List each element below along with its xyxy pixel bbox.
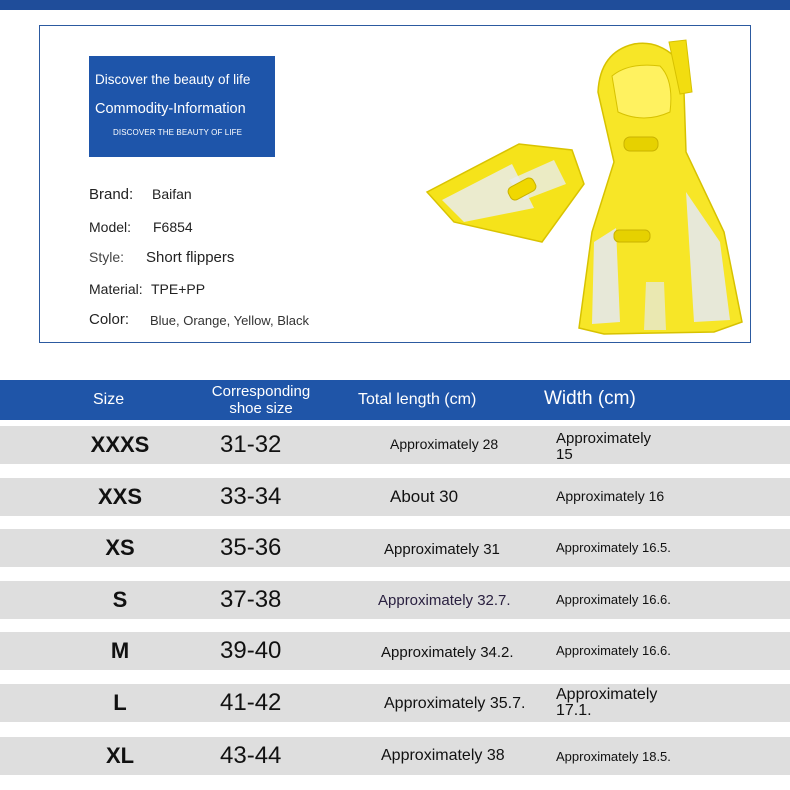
spec-material	[89, 281, 206, 297]
table-row	[0, 478, 790, 516]
width-cell: Approximately 16.6.	[556, 643, 671, 658]
front-fin	[579, 40, 742, 334]
header-width: Width (cm)	[544, 388, 636, 409]
shoe-size-cell: 37-38	[220, 586, 282, 613]
shoe-size-cell: 31-32	[220, 431, 282, 458]
spec-value: Blue, Orange, Yellow, Black	[150, 313, 309, 328]
size-table-header	[0, 380, 790, 420]
spec-label: Brand:	[89, 186, 134, 203]
yellow-swim-fins-image	[424, 32, 744, 340]
top-accent-bar	[0, 0, 790, 10]
spec-label: Color:	[89, 311, 130, 328]
banner-subtitle: DISCOVER THE BEAUTY OF LIFE	[113, 128, 243, 137]
shoe-size-cell: 39-40	[220, 637, 282, 664]
size-cell: XXXS	[90, 432, 150, 457]
width-cell: Approximately 16	[556, 488, 665, 504]
length-cell: About 30	[390, 487, 459, 506]
header-shoe-size	[203, 383, 319, 417]
spec-label: Style:	[89, 249, 125, 265]
shoe-size-cell: 35-36	[220, 534, 282, 561]
spec-style	[89, 249, 235, 266]
table-row	[0, 632, 790, 670]
size-cell: M	[110, 638, 130, 663]
commodity-banner	[89, 56, 275, 157]
width-cell: Approximately 16.5.	[556, 540, 671, 555]
banner-title: Commodity-Information	[95, 101, 246, 117]
header-shoe-line1: Corresponding	[211, 383, 311, 400]
length-cell: Approximately 38	[381, 747, 505, 764]
width-cell: Approximately 15	[556, 430, 652, 463]
spec-label: Model:	[89, 219, 132, 235]
spec-value: F6854	[153, 219, 193, 235]
length-cell: Approximately 28	[390, 436, 499, 452]
table-row	[0, 737, 790, 775]
width-cell: Approximately 16.6.	[556, 592, 671, 607]
table-row	[0, 529, 790, 567]
size-cell: S	[112, 587, 128, 612]
banner-tagline: Discover the beauty of life	[95, 72, 251, 87]
header-shoe-line2: shoe size	[229, 400, 293, 417]
width-cell: Approximately 17.1.	[556, 686, 658, 719]
table-row	[0, 581, 790, 619]
length-cell: Approximately 32.7.	[378, 592, 511, 609]
spec-value: Baifan	[152, 186, 192, 202]
width-cell: Approximately 18.5.	[556, 749, 671, 764]
length-cell: Approximately 35.7.	[384, 695, 526, 712]
table-row	[0, 426, 790, 464]
length-cell: Approximately 34.2.	[381, 644, 514, 661]
commodity-info-card	[39, 25, 751, 343]
spec-brand	[89, 186, 192, 203]
spec-model	[89, 219, 193, 235]
size-cell: XL	[105, 743, 135, 768]
back-fin	[427, 144, 584, 242]
size-cell: L	[113, 690, 127, 715]
header-total-length: Total length (cm)	[358, 391, 477, 408]
spec-value: Short flippers	[146, 249, 235, 266]
spec-label: Material:	[89, 281, 143, 297]
table-row	[0, 684, 790, 722]
shoe-size-cell: 33-34	[220, 483, 282, 510]
size-cell: XS	[105, 535, 135, 560]
length-cell: Approximately 31	[384, 541, 500, 558]
spec-value: TPE+PP	[151, 281, 206, 297]
shoe-size-cell: 43-44	[220, 742, 282, 769]
size-cell: XXS	[97, 484, 143, 509]
spec-color	[89, 311, 309, 328]
shoe-size-cell: 41-42	[220, 689, 282, 716]
header-size: Size	[93, 391, 125, 408]
